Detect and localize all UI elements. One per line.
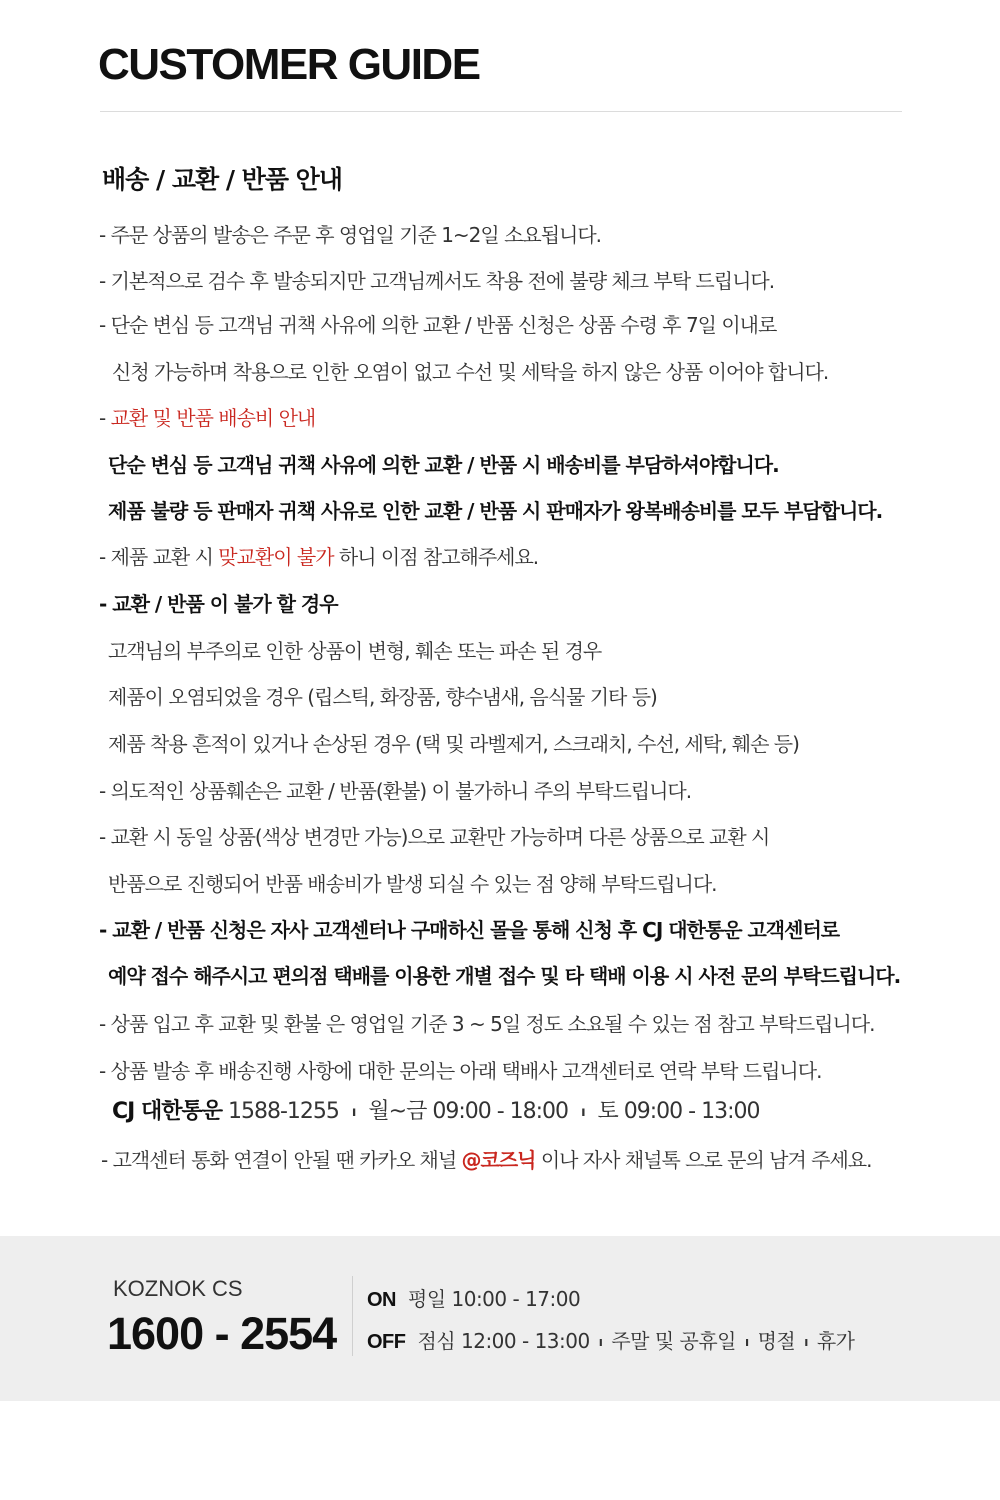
cs-footer bbox=[0, 1236, 1000, 1401]
courier-weekday-hours: 월~금 09:00 - 18:00 bbox=[368, 1099, 569, 1124]
on-hours bbox=[367, 1283, 580, 1312]
kakao-suffix: 이나 자사 채널톡 으로 문의 남겨 주세요. bbox=[535, 1148, 872, 1172]
courier-name: CJ 대한통운 bbox=[112, 1099, 222, 1124]
guide-line-same-product: - 교환 시 동일 상품(색상 변경만 가능)으로 교환만 가능하며 다른 상품으로 교환 시 bbox=[99, 825, 770, 849]
off-vacation: 휴가 bbox=[816, 1329, 855, 1353]
section-title: 배송 / 교환 / 반품 안내 bbox=[102, 165, 342, 194]
no-swap-prefix: - 제품 교환 시 bbox=[99, 545, 219, 569]
kakao-channel-link[interactable]: @코즈닉 bbox=[461, 1148, 536, 1172]
not-allowed-heading-text: 교환 / 반품 이 불가 할 경우 bbox=[112, 592, 338, 616]
guide-line-contamination: 제품이 오염되었을 경우 (립스틱, 화장품, 향수냄새, 음식물 기타 등) bbox=[108, 685, 657, 709]
guide-line-inspection: - 기본적으로 검수 후 발송되지만 고객님께서도 착용 전에 불량 체크 부탁 드립니다. bbox=[99, 269, 775, 293]
separator: ı bbox=[804, 1335, 808, 1349]
off-lunch: 점심 12:00 - 13:00 bbox=[417, 1329, 590, 1353]
guide-line-return-fee: 반품으로 진행되어 반품 배송비가 발생 되실 수 있는 점 양해 부탁드립니다. bbox=[108, 872, 717, 896]
guide-line-shipping-time: - 주문 상품의 발송은 주문 후 영업일 기준 1~2일 소요됩니다. bbox=[99, 223, 602, 247]
guide-line-intentional-damage: - 의도적인 상품훼손은 교환 / 반품(환불) 이 불가하니 주의 부탁드립니다. bbox=[99, 779, 692, 803]
guide-line-courier-contact: - 상품 발송 후 배송진행 사항에 대한 문의는 아래 택배사 고객센터로 연락 부탁 드립니다. bbox=[99, 1059, 822, 1083]
guide-line-request-process: - 교환 / 반품 신청은 자사 고객센터나 구매하신 몰을 통해 신청 후 CJ 대한통운 고객센터로 bbox=[99, 918, 840, 942]
courier-info bbox=[112, 1098, 760, 1129]
guide-line-customer-fee: 단순 변심 등 고객님 귀책 사유에 의한 교환 / 반품 시 배송비를 부담하셔야합니다. bbox=[108, 453, 779, 477]
guide-line-exchange-condition: 신청 가능하며 착용으로 인한 오염이 없고 수선 및 세탁을 하지 않은 상품 이어야 합니다. bbox=[112, 360, 829, 384]
dash: - bbox=[99, 592, 113, 616]
title-divider bbox=[100, 111, 902, 112]
separator: ı bbox=[744, 1335, 749, 1349]
guide-line-worn: 제품 착용 흔적이 있거나 손상된 경우 (택 및 라벨제거, 스크래치, 수선, 세탁, 훼손 등) bbox=[108, 732, 799, 756]
guide-line-refund-time: - 상품 입고 후 교환 및 환불 은 영업일 기준 3 ~ 5일 정도 소요될 수 있는 점 참고 부탁드립니다. bbox=[99, 1012, 875, 1036]
page-title: CUSTOMER GUIDE bbox=[98, 40, 480, 89]
off-weekend: 주말 및 공휴일 bbox=[611, 1329, 736, 1353]
courier-phone: 1588-1255 bbox=[228, 1099, 339, 1124]
courier-saturday-hours: 토 09:00 - 13:00 bbox=[597, 1099, 760, 1124]
guide-line-reservation: 예약 접수 해주시고 편의점 택배를 이용한 개별 접수 및 타 택배 이용 시 사전 문의 부탁드립니다. bbox=[108, 964, 901, 988]
guide-line-no-swap bbox=[99, 543, 538, 571]
fee-heading-text: 교환 및 반품 배송비 안내 bbox=[110, 406, 316, 430]
dash: - bbox=[99, 406, 111, 430]
separator: ı bbox=[581, 1105, 585, 1120]
no-swap-highlight: 맞교환이 불가 bbox=[218, 545, 334, 569]
cs-phone-number[interactable]: 1600 - 2554 bbox=[107, 1308, 337, 1359]
no-swap-suffix: 하니 이점 참고해주세요. bbox=[333, 545, 539, 569]
off-label: OFF bbox=[367, 1331, 406, 1353]
off-hours bbox=[367, 1325, 855, 1354]
guide-line-exchange-period: - 단순 변심 등 고객님 귀책 사유에 의한 교환 / 반품 신청은 상품 수령 후 7일 이내로 bbox=[99, 313, 777, 337]
kakao-prefix: - 고객센터 통화 연결이 안될 땐 카카오 채널 bbox=[101, 1148, 462, 1172]
cs-label: KOZNOK CS bbox=[113, 1276, 243, 1301]
separator: ı bbox=[598, 1335, 603, 1349]
footer-divider bbox=[352, 1276, 353, 1356]
on-hours-text: 평일 10:00 - 17:00 bbox=[408, 1287, 581, 1311]
guide-line-not-allowed-heading bbox=[99, 590, 338, 618]
guide-line-damage: 고객님의 부주의로 인한 상품이 변형, 훼손 또는 파손 된 경우 bbox=[108, 639, 602, 663]
separator: ı bbox=[351, 1105, 356, 1120]
guide-line-seller-fee: 제품 불량 등 판매자 귀책 사유로 인한 교환 / 반품 시 판매자가 왕복배송비를 모두 부담합니다. bbox=[108, 499, 883, 523]
off-holiday: 명절 bbox=[757, 1329, 796, 1353]
guide-line-kakao-channel bbox=[101, 1146, 871, 1174]
on-label: ON bbox=[367, 1289, 396, 1311]
guide-line-fee-heading bbox=[99, 404, 315, 432]
